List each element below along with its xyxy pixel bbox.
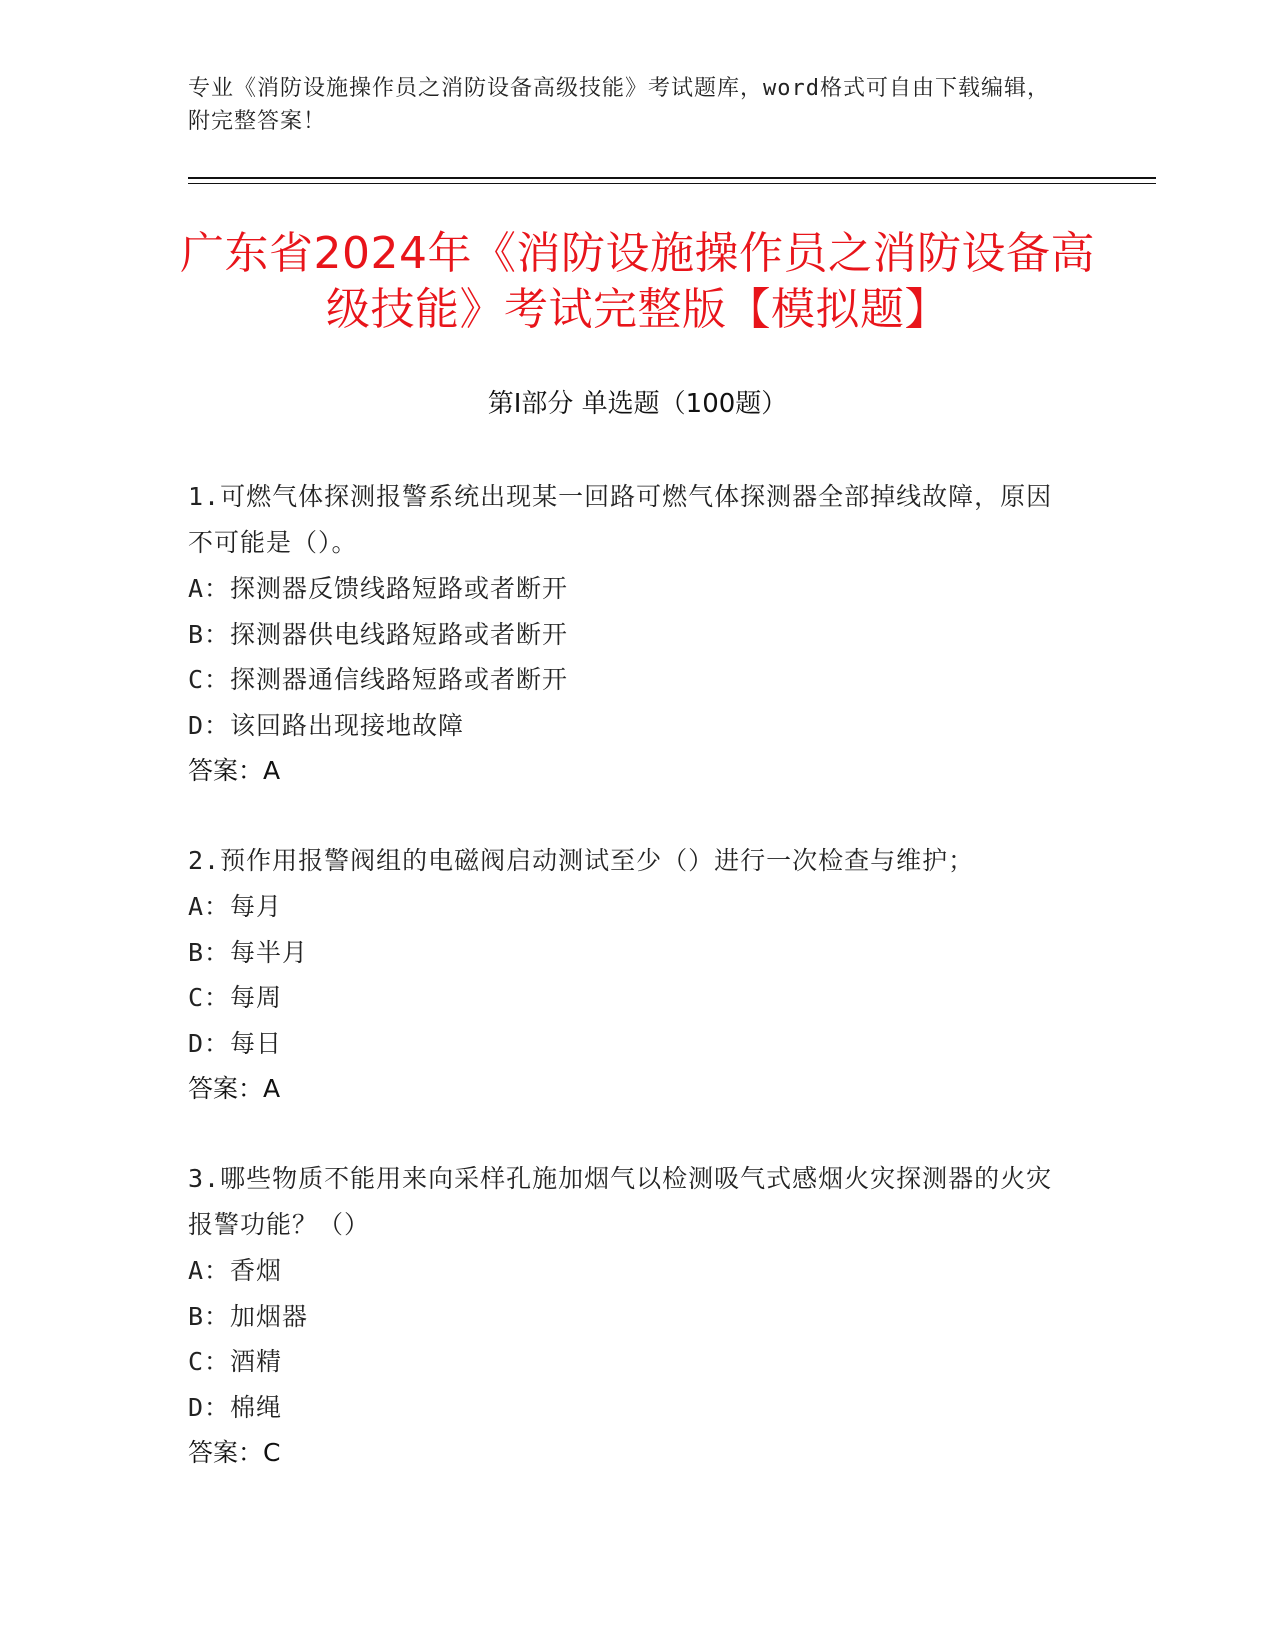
option-b: B：每半月 (188, 937, 309, 967)
option-d: D：每日 (188, 1028, 283, 1058)
header-divider-thick (188, 177, 1156, 179)
option-a: A：每月 (188, 892, 283, 921)
option-c: C：每周 (188, 983, 283, 1012)
header-divider-thin (188, 183, 1156, 184)
option-d: D：该回路出现接地故障 (188, 710, 465, 740)
option-b: B：探测器供电线路短路或者断开 (188, 619, 569, 649)
question-stem: 2.预作用报警阀组的电磁阀启动测试至少（）进行一次检查与维护； (188, 846, 975, 875)
header-note: 专业《消防设施操作员之消防设备高级技能》考试题库，word格式可自由下载编辑，附完整答案！ (188, 76, 1050, 134)
option-b: B：加烟器 (188, 1301, 309, 1331)
option-a: A：探测器反馈线路短路或者断开 (188, 574, 569, 603)
answer-line: 答案：C (188, 1438, 281, 1467)
question-1 (188, 474, 1068, 794)
question-3 (188, 1156, 1068, 1476)
option-d: D：棉绳 (188, 1392, 283, 1422)
section-heading: 第I部分 单选题（100题） (487, 389, 788, 419)
answer-line: 答案：A (188, 1074, 281, 1103)
option-a: A：香烟 (188, 1256, 283, 1285)
option-c: C：酒精 (188, 1347, 283, 1376)
question-stem: 1.可燃气体探测报警系统出现某一回路可燃气体探测器全部掉线故障，原因不可能是（）。 (188, 482, 1053, 557)
question-2 (188, 838, 1068, 1112)
option-c: C：探测器通信线路短路或者断开 (188, 665, 569, 694)
answer-line: 答案：A (188, 756, 281, 785)
question-list (188, 474, 1068, 1520)
document-title: 广东省2024年《消防设施操作员之消防设备高级技能》考试完整版【模拟题】 (180, 228, 1095, 335)
question-stem: 3.哪些物质不能用来向采样孔施加烟气以检测吸气式感烟火灾探测器的火灾报警功能？（） (188, 1164, 1053, 1239)
